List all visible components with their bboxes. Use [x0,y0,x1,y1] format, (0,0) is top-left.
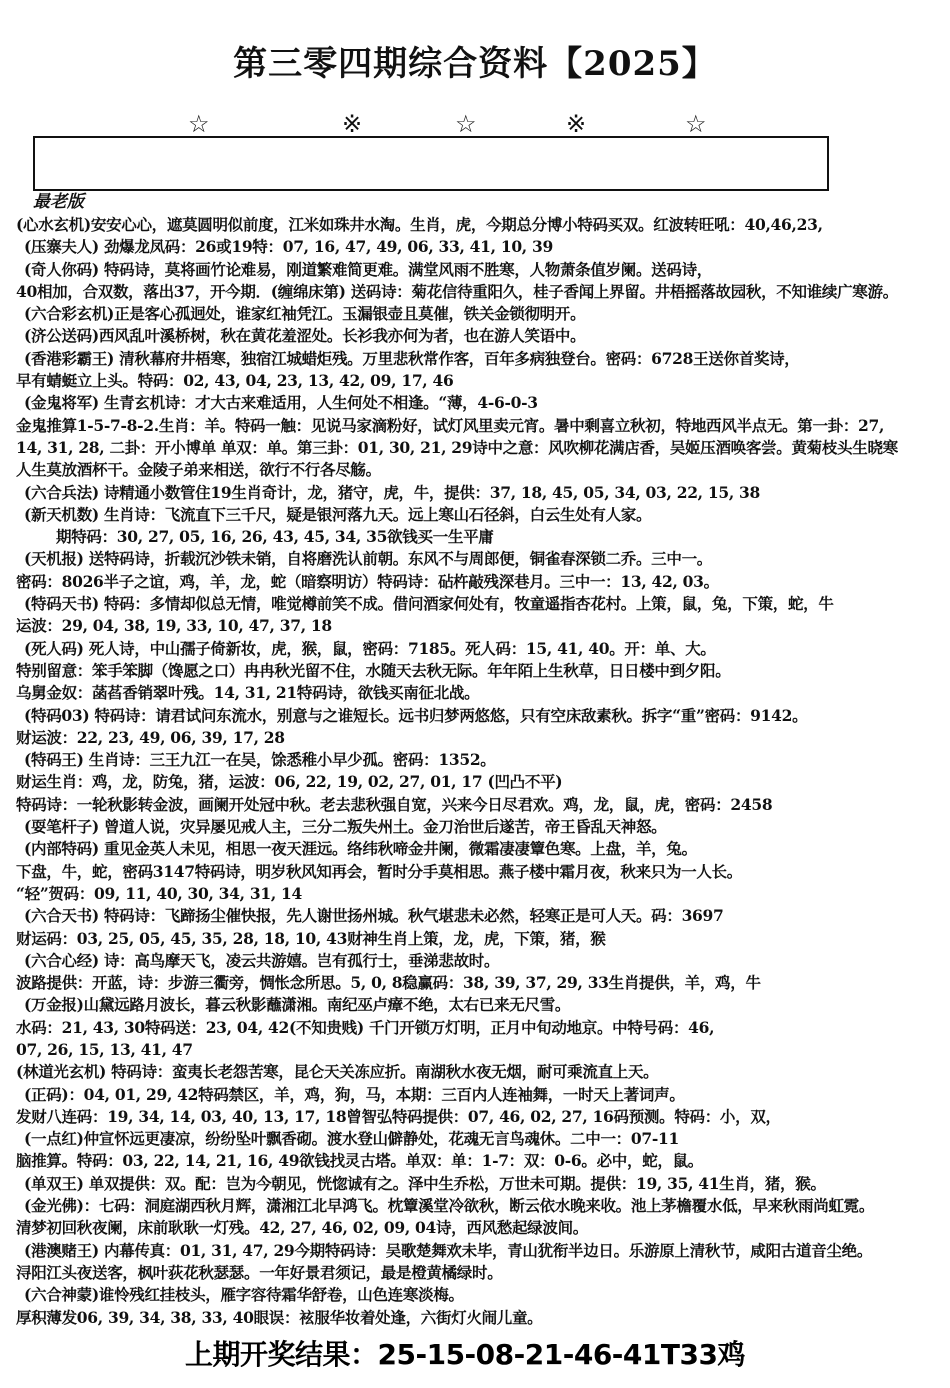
text-line: (港澳赌王) 内幕传真：01, 31, 47, 29今期特码诗：吴歌楚舞欢未毕，青山犹衔半边日。乐游原上清秋节，咸阳古道音尘绝。 [24,1240,873,1260]
reference-mark-icon: ※ [566,110,587,138]
text-line: 期特码：30, 27, 05, 16, 26, 43, 45, 34, 35欲钱买一生平庸 [56,527,494,547]
reference-mark-icon: ※ [342,110,363,138]
page-title: 第三零四期综合资料【2025】 [233,44,717,84]
text-line: 07, 26, 15, 13, 41, 47 [16,1039,193,1059]
text-line: (新天机数) 生肖诗：飞流直下三千尺，疑是银河落九天。远上寒山石径斜，白云生处有人家。 [24,504,652,524]
text-line: 密码：8026半子之谊，鸡，羊，龙，蛇（暗察明访）特码诗：砧杵敲残深巷月。三中一：13, 42, 03。 [16,571,719,591]
text-line: “轻”贺码：09, 11, 40, 30, 34, 31, 14 [16,883,302,903]
text-line: (特码天书) 特码：多情却似总无情，唯觉樽前笑不成。借问酒家何处有，牧童遥指杏花村。上策，鼠，兔，下策，蛇，牛 [24,594,834,614]
header-box [33,136,829,191]
text-line: 清梦初回秋夜阑，床前耿耿一灯残。42, 27, 46, 02, 09, 04诗，西风愁起绿波间。 [16,1218,588,1238]
text-line: 金鬼推算1-5-7-8-2.生肖：羊。特码一触：见说马家滴粉好，试灯风里卖元宵。暑中剩喜立秋初，特地西风半点无。第一卦：27, [16,415,885,435]
star-icon: ☆ [685,110,707,138]
text-line: (心水玄机)安安心心，遮莫圆明似前度，江米如珠井水淘。生肖，虎，今期总分博小特码买双。红波转旺吼：40,46,23, [16,215,823,234]
text-line: 40相加，合双数，落出37，开今期．(缠绵床第) 送码诗：菊花信待重阳久，桂子香闻上界留。井梧摇落故园秋，不知谁续广寒游。 [16,281,898,301]
text-line: 乌舅金奴：菡萏香销翠叶残。14, 31, 21特码诗，欲钱买南征北战。 [16,683,480,703]
text-line: (林道光玄机) 特码诗：蛮夷长老怨苦寒，昆仑天关冻应折。南湖秋水夜无烟，耐可乘流直上天。 [16,1062,659,1082]
text-line: (特码王) 生肖诗：三王九江一在吴，馀悉稚小早少孤。密码：1352。 [24,750,496,770]
text-line: (金鬼将军) 生青玄机诗：才大古来难适用，人生何处不相逢。“薄，4-6-0-3 [24,393,538,413]
text-line: (特码03) 特码诗：请君试问东流水，别意与之谁短长。远书归梦两悠悠，只有空床敌素秋。拆字“重”密码：9142。 [24,705,808,725]
text-line: (六合彩玄机)正是客心孤迥处，谁家红袖凭江。玉漏银壶且莫催，铁关金锁彻明开。 [24,304,586,324]
star-icon: ☆ [455,110,477,138]
text-line: (单双王) 单双提供：双。配：岂为今朝见，恍惚诚有之。泽中生乔松，万世未可期。提供：19, 35, 41生肖，猪，猴。 [24,1173,826,1193]
text-line: (耍笔杆子) 曾道人说，灾异屡见戒人主，三分二叛失州土。金刀治世后遂苦，帝王昏乱天神怒。 [24,817,667,837]
text-line: 早有蜻蜓立上头。特码：02, 43, 04, 23, 13, 42, 09, 17, 46 [16,371,454,391]
content-body [0,214,950,1329]
text-line: 浔阳江头夜送客，枫叶荻花秋瑟瑟。一年好景君须记，最是橙黄橘绿时。 [16,1262,503,1282]
text-line: 财运生肖：鸡，龙，防兔，猪，运波：06, 22, 19, 02, 27, 01, 17 (凹凸不平) [16,772,563,792]
text-line: (死人码) 死人诗，中山孺子倚新妆，虎，猴，鼠，密码：7185。死人码：15, 41, 40。开：单、大。 [24,638,716,658]
edition-label: 最老版 [33,192,84,212]
text-line: 发财八连码：19, 34, 14, 03, 40, 13, 17, 18曾智弘特码提供：07, 46, 02, 27, 16码预测。特码：小，双， [16,1106,781,1126]
text-line: (内部特码) 重见金英人未见，相思一夜天涯远。络纬秋啼金井阑，微霜凄凄簟色寒。上盘，羊，兔。 [24,839,697,859]
text-line: 14, 31, 28, 二卦：开小博单 单双：单。第三卦：01, 30, 21, 29诗中之意：风吹柳花满店香，吴姬压酒唤客尝。黄菊枝头生晓寒 [16,437,898,457]
text-line: 运波：29, 04, 38, 19, 33, 10, 47, 37, 18 [16,616,332,636]
last-draw-result: 上期开奖结果：25-15-08-21-46-41T33鸡 [185,1338,745,1371]
text-line: (一点红)仲宣怀远更凄凉，纷纷坠叶飘香砌。渡水登山僻静处，花魂无言鸟魂休。二中一：07-11 [24,1129,679,1149]
text-line: (六合天书) 特码诗：飞蹄扬尘催快报，先人谢世扬州城。秋气堪悲未必然，轻寒正是可人天。码：3697 [24,906,724,926]
text-line: (金光佛)：七码：洞庭湖西秋月辉，潇湘江北早鸿飞。枕簟溪堂冷欲秋，断云依水晚来收。池上茅檐覆水低，早来秋雨尚虹霓。 [24,1196,875,1216]
text-line: (压寨夫人) 劲爆龙凤码：26或19特：07, 16, 47, 49, 06, 33, 41, 10, 39 [24,237,553,257]
text-line: (六合神蒙)谁怜残红挂枝头，雁字容待霜华舒卷，山色连寒淡梅。 [24,1285,464,1305]
text-line: (六合兵法) 诗精通小数管住19生肖奇计，龙，猪守，虎，牛，提供：37, 18, 45, 05, 34, 03, 22, 15, 38 [24,482,761,502]
text-line: 厚积薄发06, 39, 34, 38, 33, 40眼误：袨服华妆着处逢，六街灯火闹儿童。 [16,1307,543,1327]
text-line: 财运波：22, 23, 49, 06, 39, 17, 28 [16,727,285,747]
text-line: (六合心经) 诗：高鸟摩天飞，凌云共游嬉。岂有孤行士，垂涕悲故时。 [24,950,500,970]
text-line: (奇人你码) 特码诗，莫将画竹论难易，刚道繁难简更难。满堂风雨不胜寒，人物萧条值岁阑。送码诗， [24,259,712,279]
text-line: 脑推算。特码：03, 22, 14, 21, 16, 49欲钱找灵古塔。单双：单：1-7：双：0-6。必中，蛇，鼠。 [16,1151,703,1171]
text-line: 特码诗：一轮秋影转金波，画阑开处冠中秋。老去悲秋强自宽，兴来今日尽君欢。鸡，龙，鼠，虎，密码：2458 [16,794,773,814]
text-line: (香港彩霸王) 清秋幕府井梧寒，独宿江城蜡炬残。万里悲秋常作客，百年多病独登台。密码：6728王送你首奖诗， [24,348,800,368]
text-line: 下盘，牛，蛇，密码3147特码诗，明岁秋风知再会，暂时分手莫相思。燕子楼中霜月夜，秋来只为一人长。 [16,861,742,881]
text-line: (正码)：04, 01, 29, 42特码禁区，羊，鸡，狗，马，本期：三百内人连袖舞，一时天上著词声。 [24,1084,685,1104]
text-line: 人生莫放酒杯干。金陵子弟来相送，欲行不行各尽觞。 [16,460,381,480]
star-icon: ☆ [188,110,210,138]
text-line: (济公送码)西风乱叶溪桥树，秋在黄花羞涩处。长衫我亦何为者，也在游人笑语中。 [24,326,586,346]
text-line: 财运码：03, 25, 05, 45, 35, 28, 18, 10, 43财神生肖上策，龙，虎，下策，猪，猴 [16,928,606,948]
text-line: (天机报) 送特码诗，折载沉沙铁未销，自将磨洗认前朝。东风不与周郎便，铜雀春深锁二乔。三中一。 [24,549,712,569]
text-line: (万金报)山黛远路月波长，暮云秋影蘸潇湘。南纪巫卢瘴不绝，太右已来无尺雪。 [24,995,571,1015]
text-line: 波路提供：开蓝，诗：步游三衢旁，惆怅念所思。5, 0, 8稳赢码：38, 39, 37, 29, 33生肖提供，羊，鸡，牛 [16,973,761,993]
text-line: 特别留意：笨手笨脚（馋愿之口）冉冉秋光留不住，水随天去秋无际。年年陌上生秋草，日日楼中到夕阳。 [16,660,731,680]
text-line: 水码：21, 43, 30特码送：23, 04, 42(不知贵贱) 千门开锁万灯明，正月中旬动地京。中特号码：46, [16,1017,715,1037]
